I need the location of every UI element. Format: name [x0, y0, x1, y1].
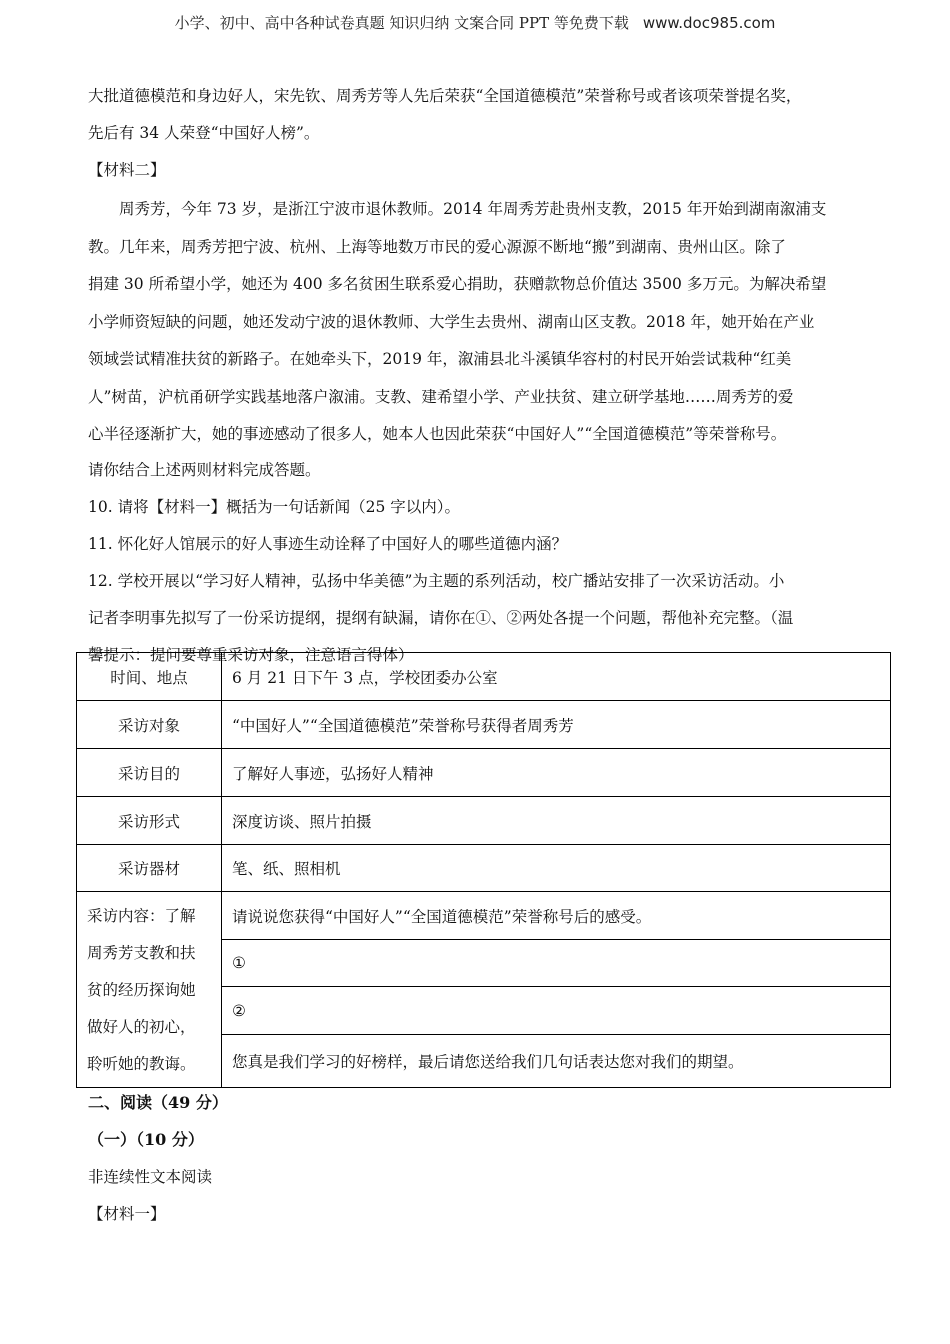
section-title: 二、阅读（49 分）: [88, 1093, 228, 1112]
table-row: [77, 797, 891, 845]
table-key: 采访形式: [77, 797, 222, 845]
content-key-line: 周秀芳支教和扶: [87, 944, 196, 962]
material2-line: 领域尝试精准扶贫的新路子。在她牵头下，2019 年，溆浦县北斗溪镇华容村的村民开始尝试栽种“红美: [88, 350, 792, 368]
content-item: 请说说您获得“中国好人”“全国道德模范”荣誉称号后的感受。: [222, 892, 891, 940]
material1-title: 【材料一】: [88, 1205, 166, 1223]
table-value: 深度访谈、照片拍摄: [222, 797, 891, 845]
material2-line: 人”树苗，沪杭甬研学实践基地落户溆浦。支教、建希望小学、产业扶贫、建立研学基地……周秀芳的爱: [88, 387, 794, 406]
content-item: 您真是我们学习的好榜样，最后请您送给我们几句话表达您对我们的期望。: [222, 1035, 891, 1088]
material2-line: 周秀芳，今年 73 岁，是浙江宁波市退休教师。2014 年周秀芳赴贵州支教，2015 年开始到湖南溆浦支: [119, 200, 827, 218]
document-body: [88, 80, 878, 676]
question-12-cont: 记者李明事先拟写了一份采访提纲，提纲有缺漏，请你在①、②两处各提一个问题，帮他补充完整。（温: [88, 608, 794, 627]
table-key: 采访目的: [77, 749, 222, 797]
material2-paragraph: [88, 191, 878, 454]
question-12-cont: 馨提示：提问要尊重采访对象，注意语言得体）: [88, 645, 414, 664]
table-row: [77, 749, 891, 797]
table-row: [77, 653, 891, 701]
instruction: 请你结合上述两则材料完成答题。: [88, 460, 321, 479]
table-key: 时间、地点: [77, 653, 222, 701]
table-row: [77, 892, 891, 940]
text-type: 非连续性文本阅读: [88, 1168, 213, 1186]
table-value: 6 月 21 日下午 3 点，学校团委办公室: [222, 653, 891, 701]
table-row: [77, 701, 891, 749]
reading-section: [88, 1087, 878, 1235]
page-header: [0, 12, 950, 33]
table-row: [77, 845, 891, 892]
interview-outline-table: [76, 652, 891, 1088]
table-key: 采访对象: [77, 701, 222, 749]
content-key: [77, 892, 222, 1088]
content-item-blank-2[interactable]: ②: [222, 987, 891, 1035]
material2-line: 教。几年来，周秀芳把宁波、杭州、上海等地数万市民的爱心源源不断地“搬”到湖南、贵州山区。除了: [88, 237, 786, 256]
material2-line: 小学师资短缺的问题，她还发动宁波的退休教师、大学生去贵州、湖南山区支教。2018 年，她开始在产业: [88, 312, 815, 331]
intro-line-1: 大批道德模范和身边好人，宋先钦、周秀芳等人先后荣获“全国道德模范”荣誉称号或者该项荣誉提名奖，: [88, 87, 802, 105]
content-key-line: 聆听她的教诲。: [87, 1055, 196, 1073]
material2-title: 【材料二】: [88, 161, 166, 179]
header-url[interactable]: www.doc985.com: [642, 14, 776, 32]
material2-line: 捐建 30 所希望小学，她还为 400 多名贫困生联系爱心捐助，获赠款物总价值达 3500 多万元。为解决希望: [88, 275, 827, 293]
table-key: 采访器材: [77, 845, 222, 892]
subsection-title: （一）（10 分）: [88, 1130, 204, 1149]
content-item-blank-1[interactable]: ①: [222, 940, 891, 987]
table-value: 了解好人事迹，弘扬好人精神: [222, 749, 891, 797]
table-value: “中国好人”“全国道德模范”荣誉称号获得者周秀芳: [222, 701, 891, 749]
question-10: 10. 请将【材料一】概括为一句话新闻（25 字以内）。: [88, 497, 460, 516]
intro-line-2: 先后有 34 人荣登“中国好人榜”。: [88, 124, 320, 142]
header-text: 小学、初中、高中各种试卷真题 知识归纳 文案合同 PPT 等免费下载: [174, 14, 629, 32]
content-key-line: 采访内容：了解: [87, 907, 196, 925]
table-value: 笔、纸、照相机: [222, 845, 891, 892]
question-11: 11. 怀化好人馆展示的好人事迹生动诠释了中国好人的哪些道德内涵？: [88, 534, 568, 553]
question-12: 12. 学校开展以“学习好人精神，弘扬中华美德”为主题的系列活动，校广播站安排了一次采访活动。小: [88, 571, 785, 590]
material2-line: 心半径逐渐扩大，她的事迹感动了很多人，她本人也因此荣获“中国好人”“全国道德模范”等荣誉称号。: [88, 425, 787, 443]
content-key-line: 贫的经历探询她: [87, 981, 196, 999]
content-key-line: 做好人的初心，: [87, 1018, 196, 1036]
